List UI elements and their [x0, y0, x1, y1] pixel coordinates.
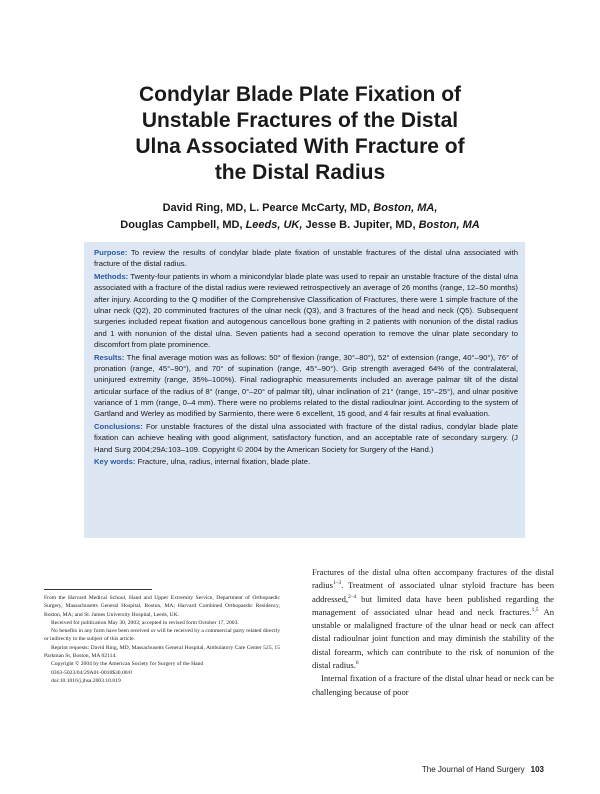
author-jupiter-location: Boston, MA	[418, 219, 480, 231]
author-jupiter: Jesse B. Jupiter, MD,	[302, 219, 419, 231]
citation: 6	[355, 660, 359, 667]
abstract-purpose	[94, 247, 518, 270]
article-title	[60, 82, 540, 186]
title-line-1: Condylar Blade Plate Fixation of	[138, 83, 462, 106]
page-footer	[422, 764, 544, 775]
body-paragraph-1	[312, 566, 554, 672]
citation: 1–3	[333, 580, 342, 587]
methods-label: Methods:	[94, 272, 129, 282]
citation: 2–4	[348, 593, 357, 600]
footnote-received: Received for publication May 30, 2003; accepted in revised form October 17, 2003.	[51, 619, 239, 626]
abstract-results	[94, 352, 518, 420]
conclusions-label: Conclusions:	[94, 421, 143, 431]
methods-text: Twenty-four patients in whom a minicondylar blade plate was used to repair an unstable fracture of the distal ulna associated with a fracture of the distal radius were reviewed retrospectively an average of 26 months (range, 12–50 months) after injury. According to the Q modifier of the Comprehensive Classification of Fractures, there were 1 simple fracture of the ulnar neck (Q2), 20 comminuted fractures of the ulnar neck (Q3), and 3 fractures of the head and neck (Q5). Subsequent surgeries included repeat fixation and autogenous cancellous bone grafting in 2 patients with nonunion of the distal radius and 1 with nonunion of the distal ulna. Seven patients had a second operation to remove the ulnar plate secondary to discomfort from plate prominence.	[94, 272, 518, 349]
page-number: 103	[530, 765, 544, 774]
journal-name: The Journal of Hand Surgery	[421, 765, 525, 774]
body-text: but limited data have been published regarding the management of associated ulnar head and neck fractures.	[312, 593, 554, 617]
body-text: An unstable or malaligned fracture of the ulnar head or neck can affect distal radioulnar joint function and may diminish the stability of the distal forearm, which can contribute to the risk of nonunion of the distal radius.	[312, 606, 554, 671]
keywords-label: Key words:	[94, 457, 136, 467]
footnote-copyright: Copyright © 2004 by the American Society for Surgery of the Hand	[51, 661, 204, 668]
footnote-reprint: Reprint requests: David Ring, MD, Massachusetts General Hospital, Ambulatory Care Center 525, 15 Parkman St, Boston, MA 02114.	[44, 644, 280, 660]
footnotes	[44, 594, 280, 685]
abstract-methods	[94, 271, 518, 350]
citation: 1,5	[531, 606, 539, 613]
footnote-code: 0363-5023/04/29A01-0018$30.00/0	[51, 669, 132, 676]
body-paragraph-2: Internal fixation of a fracture of the distal ulnar head or neck can be challenging because of poor	[312, 673, 554, 697]
results-text: The final average motion was as follows: 50° of flexion (range, 30°–80°), 52° of extension (range, 40°–90°), 76° of pronation (range, 45°–90°), and 70° of supination (range, 45°–90°). Grip strength averaged 64% of the contralateral, uninjured extremity (range, 35%–100%). Final radiographic measurements included an average palmar tilt of the distal articular surface of the radius of 8° (range, 0°–20° of palmar tilt), ulnar inclination of 21° (range, 15°–25°), and ulnar positive variance of 1 mm (range, 0–4 mm). There were no problems related to the distal radioulnar joint. According to the system of Gartland and Werley as modified by Sarmiento, there were 6 excellent, 15 good, and 4 fair results at final evaluation.	[94, 352, 518, 419]
conclusions-text: For unstable fractures of the distal ulna associated with fracture of the distal radius, condylar blade plate fixation can achieve healing with good alignment, satisfactory function, and an acceptable rate of secondary surgery. (J Hand Surg 2004;29A:103–109. Copyright © 2004 by the American Society for Surgery of the Hand.)	[94, 421, 518, 454]
purpose-label: Purpose:	[94, 248, 128, 257]
author-list	[40, 200, 560, 234]
body-column	[312, 566, 554, 699]
footnote-benefits: No benefits in any form have been received or will be received by a commercial party related directly or indirectly to the subject of this article.	[44, 628, 280, 643]
author-campbell-location: Leeds, UK,	[245, 219, 303, 231]
body-text: . Treatment of associated ulnar styloid fracture has been addressed,	[312, 580, 554, 604]
keywords-text: Fracture, ulna, radius, internal fixation, blade plate.	[137, 457, 311, 467]
title-line-2: Unstable Fractures of the Distal	[141, 109, 459, 132]
abstract-keywords	[94, 456, 518, 467]
author-campbell: Douglas Campbell, MD,	[120, 219, 246, 231]
body-text: Fractures of the distal ulna often accompany fractures of the distal radius	[312, 567, 554, 591]
footnote-affiliation: From the Harvard Medical School, Hand and Upper Extremity Service, Department of Orthopaedic Surgery, Massachusetts General Hospital, Boston, MA; Harvard Combined Orthopaedic Residency, Boston, MA; and St. James University Hospital, Leeds, UK.	[44, 595, 280, 618]
title-line-4: the Distal Radius	[214, 161, 386, 184]
footnote-doi: doi:10.1016/j.jhsa.2003.10.019	[51, 677, 121, 684]
purpose-text: To review the results of condylar blade plate fixation of unstable fractures of the distal ulna associated with fracture of the distal radius.	[94, 248, 518, 269]
abstract-conclusions	[94, 421, 518, 455]
title-line-3: Ulna Associated With Fracture of	[135, 135, 465, 158]
author-line-1-names: David Ring, MD, L. Pearce McCarty, MD,	[162, 202, 374, 214]
abstract-box	[84, 242, 525, 538]
footnote-divider	[44, 589, 152, 590]
author-line-1-location: Boston, MA,	[373, 202, 438, 214]
results-label: Results:	[94, 352, 125, 362]
